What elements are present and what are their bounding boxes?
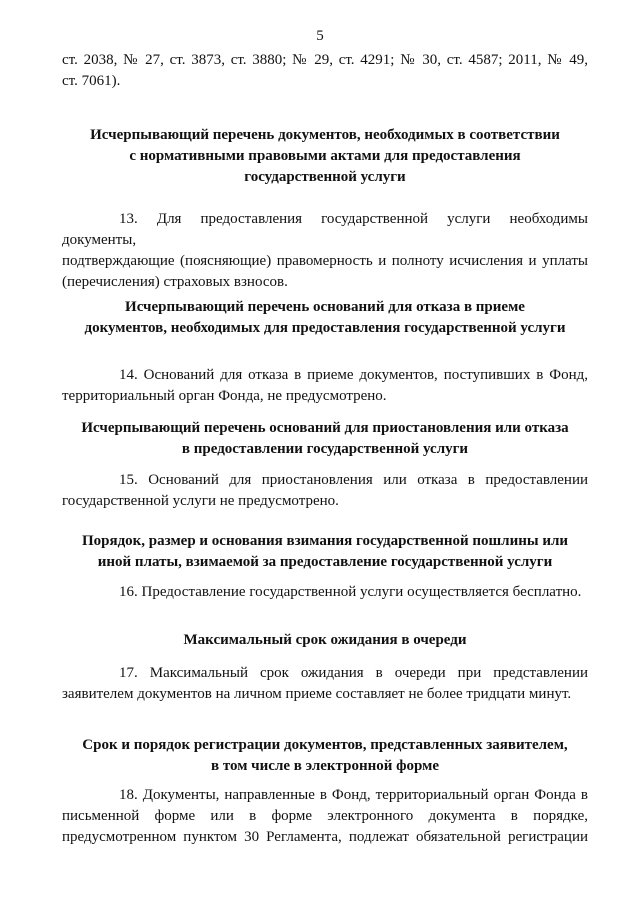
heading-line: в том числе в электронной форме	[210, 758, 439, 774]
heading-line: иной платы, взимаемой за предоставление государственной услуги	[97, 554, 553, 570]
section-heading-registration	[62, 735, 588, 777]
paragraph-line: заявителем документов на личном приеме составляет не более тридцати минут.	[62, 686, 572, 702]
intro-paragraph	[62, 50, 588, 92]
paragraph-line: 14. Оснований для отказа в приеме документов, поступивших в Фонд,	[119, 367, 588, 383]
heading-line: Исчерпывающий перечень документов, необходимых в соответствии	[90, 127, 560, 143]
section-heading-refusal	[62, 297, 588, 339]
heading-line: документов, необходимых для предоставления государственной услуги	[84, 320, 566, 336]
paragraph-line: 17. Максимальный срок ожидания в очереди при представлении	[119, 665, 588, 681]
paragraph-line: территориальный орган Фонда, не предусмотрено.	[62, 388, 387, 404]
page-number: 5	[316, 28, 324, 44]
heading-line: Порядок, размер и основания взимания государственной пошлины или	[81, 533, 569, 549]
section-heading-fee	[62, 531, 588, 573]
paragraph-line: 15. Оснований для приостановления или отказа в предоставлении	[119, 472, 588, 488]
paragraph-15	[62, 470, 588, 512]
intro-line-1: ст. 2038, № 27, ст. 3873, ст. 3880; № 29, ст. 4291; № 30, ст. 4587; 2011, № 49,	[62, 52, 588, 68]
paragraph-13	[62, 209, 588, 293]
heading-line: Исчерпывающий перечень оснований для приостановления или отказа	[81, 420, 569, 436]
section-heading-documents	[62, 125, 588, 188]
paragraph-17	[62, 663, 588, 705]
intro-line-2: ст. 7061).	[62, 73, 121, 89]
paragraph-line: письменной форме или в форме электронного документа в порядке,	[62, 808, 588, 824]
paragraph-16	[62, 582, 588, 603]
paragraph-18	[62, 785, 588, 848]
heading-line: Срок и порядок регистрации документов, представленных заявителем,	[82, 737, 568, 753]
paragraph-14	[62, 365, 588, 407]
heading-line: в предоставлении государственной услуги	[181, 441, 469, 457]
heading-line: Максимальный срок ожидания в очереди	[183, 632, 467, 648]
paragraph-line: подтверждающие (поясняющие) правомерность и полноту исчисления и уплаты	[62, 253, 588, 269]
paragraph-line: предусмотренном пунктом 30 Регламента, подлежат обязательной регистрации	[62, 829, 588, 845]
paragraph-line: 18. Документы, направленные в Фонд, территориальный орган Фонда в	[119, 787, 588, 803]
paragraph-line: (перечисления) страховых взносов.	[62, 274, 288, 290]
heading-line: государственной услуги	[244, 169, 406, 185]
heading-line: Исчерпывающий перечень оснований для отказа в приеме	[125, 299, 525, 315]
section-heading-suspension	[62, 418, 588, 460]
paragraph-line: 13. Для предоставления государственной услуги необходимы документы,	[62, 211, 588, 248]
heading-line: с нормативными правовыми актами для предоставления	[129, 148, 521, 164]
paragraph-line: государственной услуги не предусмотрено.	[62, 493, 339, 509]
paragraph-line: 16. Предоставление государственной услуги осуществляется бесплатно.	[119, 584, 582, 600]
section-heading-queue	[62, 630, 588, 651]
